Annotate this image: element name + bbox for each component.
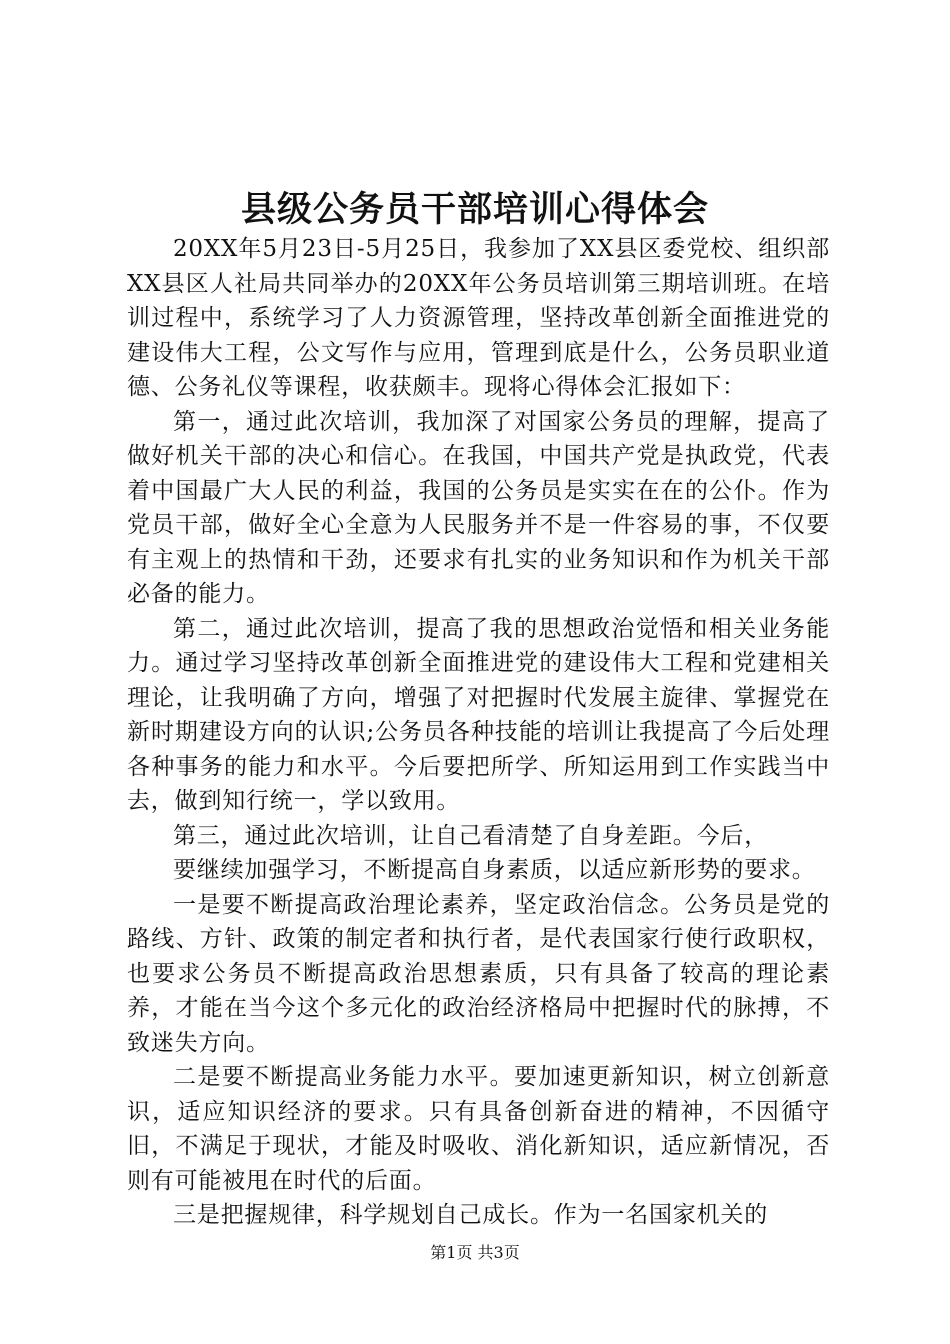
paragraph-item-one: 一是要不断提高政治理论素养，坚定政治信念。公务员是党的路线、方针、政策的制定者和执行者，是代表国家行使行政职权，也要求公务员不断提高政治思想素质，只有具备了较高的理论素养，才能在当今这个多元化的政治经济格局中把握时代的脉搏，不致迷失方向。 xyxy=(127,891,830,1056)
paragraph-item-three: 三是把握规律，科学规划自己成长。作为一名国家机关的 xyxy=(173,1202,768,1228)
paragraph-third-point: 第三，通过此次培训，让自己看清楚了自身差距。今后， xyxy=(173,822,768,849)
paragraph-third-point-continued: 要继续加强学习，不断提高自身素质，以适应新形势的要求。 xyxy=(173,857,816,883)
paragraph-intro: 20XX年5月23日-5月25日，我参加了XX县区委党校、组织部XX县区人社局共同举办的20XX年公务员培训第三期培训班。在培训过程中，系统学习了人力资源管理，坚持改革创新全面推进党的建设伟大工程，公文写作与应用，管理到底是什么，公务员职业道德、公务礼仪等课程，收获颇丰。现将心得体会汇报如下： xyxy=(127,236,830,400)
paragraph-first-point: 第一，通过此次培训，我加深了对国家公务员的理解，提高了做好机关干部的决心和信心。在我国，中国共产党是执政党，代表着中国最广大人民的利益，我国的公务员是实实在在的公仆。作为党员干部，做好全心全意为人民服务并不是一件容易的事，不仅要有主观上的热情和干劲，还要求有扎实的业务知识和作为机关干部必备的能力。 xyxy=(127,408,830,607)
page-number-footer: 第1页 共3页 xyxy=(430,1243,520,1262)
paragraph-item-two: 二是要不断提高业务能力水平。要加速更新知识，树立创新意识，适应知识经济的要求。只有具备创新奋进的精神，不因循守旧，不满足于现状，才能及时吸收、消化新知识，适应新情况，否则有可能被甩在时代的后面。 xyxy=(127,1064,830,1194)
paragraph-second-point: 第二，通过此次培训，提高了我的思想政治觉悟和相关业务能力。通过学习坚持改革创新全面推进党的建设伟大工程和党建相关理论，让我明确了方向，增强了对把握时代发展主旋律、掌握党在新时期建设方向的认识;公务员各种技能的培训让我提高了今后处理各种事务的能力和水平。今后要把所学、所知运用到工作实践当中去，做到知行统一，学以致用。 xyxy=(127,615,830,814)
document-title: 县级公务员干部培训心得体会 xyxy=(240,190,709,230)
document-body xyxy=(127,232,830,1233)
